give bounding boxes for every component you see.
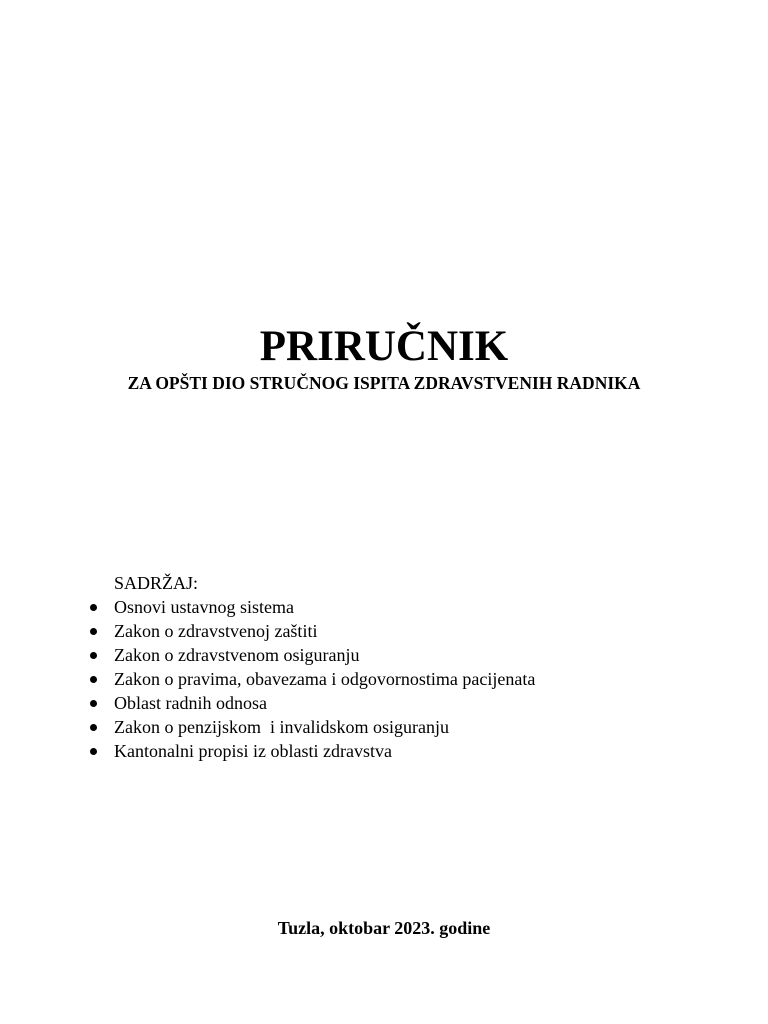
table-of-contents xyxy=(114,571,734,763)
bullet-icon xyxy=(90,628,97,635)
bullet-icon xyxy=(90,724,97,731)
bullet-icon xyxy=(90,700,97,707)
toc-item xyxy=(114,595,734,619)
toc-item xyxy=(114,739,734,763)
toc-item xyxy=(114,619,734,643)
toc-heading: SADRŽAJ: xyxy=(114,573,199,593)
document-title: PRIRUČNIK xyxy=(259,323,509,370)
toc-item xyxy=(114,715,734,739)
toc-item-label: Kantonalni propisi iz oblasti zdravstva xyxy=(114,741,392,761)
toc-item-label: Zakon o zdravstvenoj zaštiti xyxy=(114,621,318,641)
bullet-icon xyxy=(90,604,97,611)
bullet-icon xyxy=(90,676,97,683)
toc-list xyxy=(114,595,734,763)
bullet-icon xyxy=(90,652,97,659)
toc-item-label: Zakon o pravima, obavezama i odgovornostima pacijenata xyxy=(114,669,536,689)
bullet-icon xyxy=(90,748,97,755)
toc-item xyxy=(114,643,734,667)
toc-item-label: Zakon o zdravstvenom osiguranju xyxy=(114,645,360,665)
document-subtitle: ZA OPŠTI DIO STRUČNOG ISPITA ZDRAVSTVENIH RADNIKA xyxy=(127,373,641,393)
toc-item-label: Zakon o penzijskom i invalidskom osiguranju xyxy=(114,717,449,737)
document-footer: Tuzla, oktobar 2023. godine xyxy=(277,918,491,938)
toc-item-label: Oblast radnih odnosa xyxy=(114,693,267,713)
toc-item xyxy=(114,691,734,715)
toc-item-label: Osnovi ustavnog sistema xyxy=(114,597,294,617)
toc-item xyxy=(114,667,734,691)
